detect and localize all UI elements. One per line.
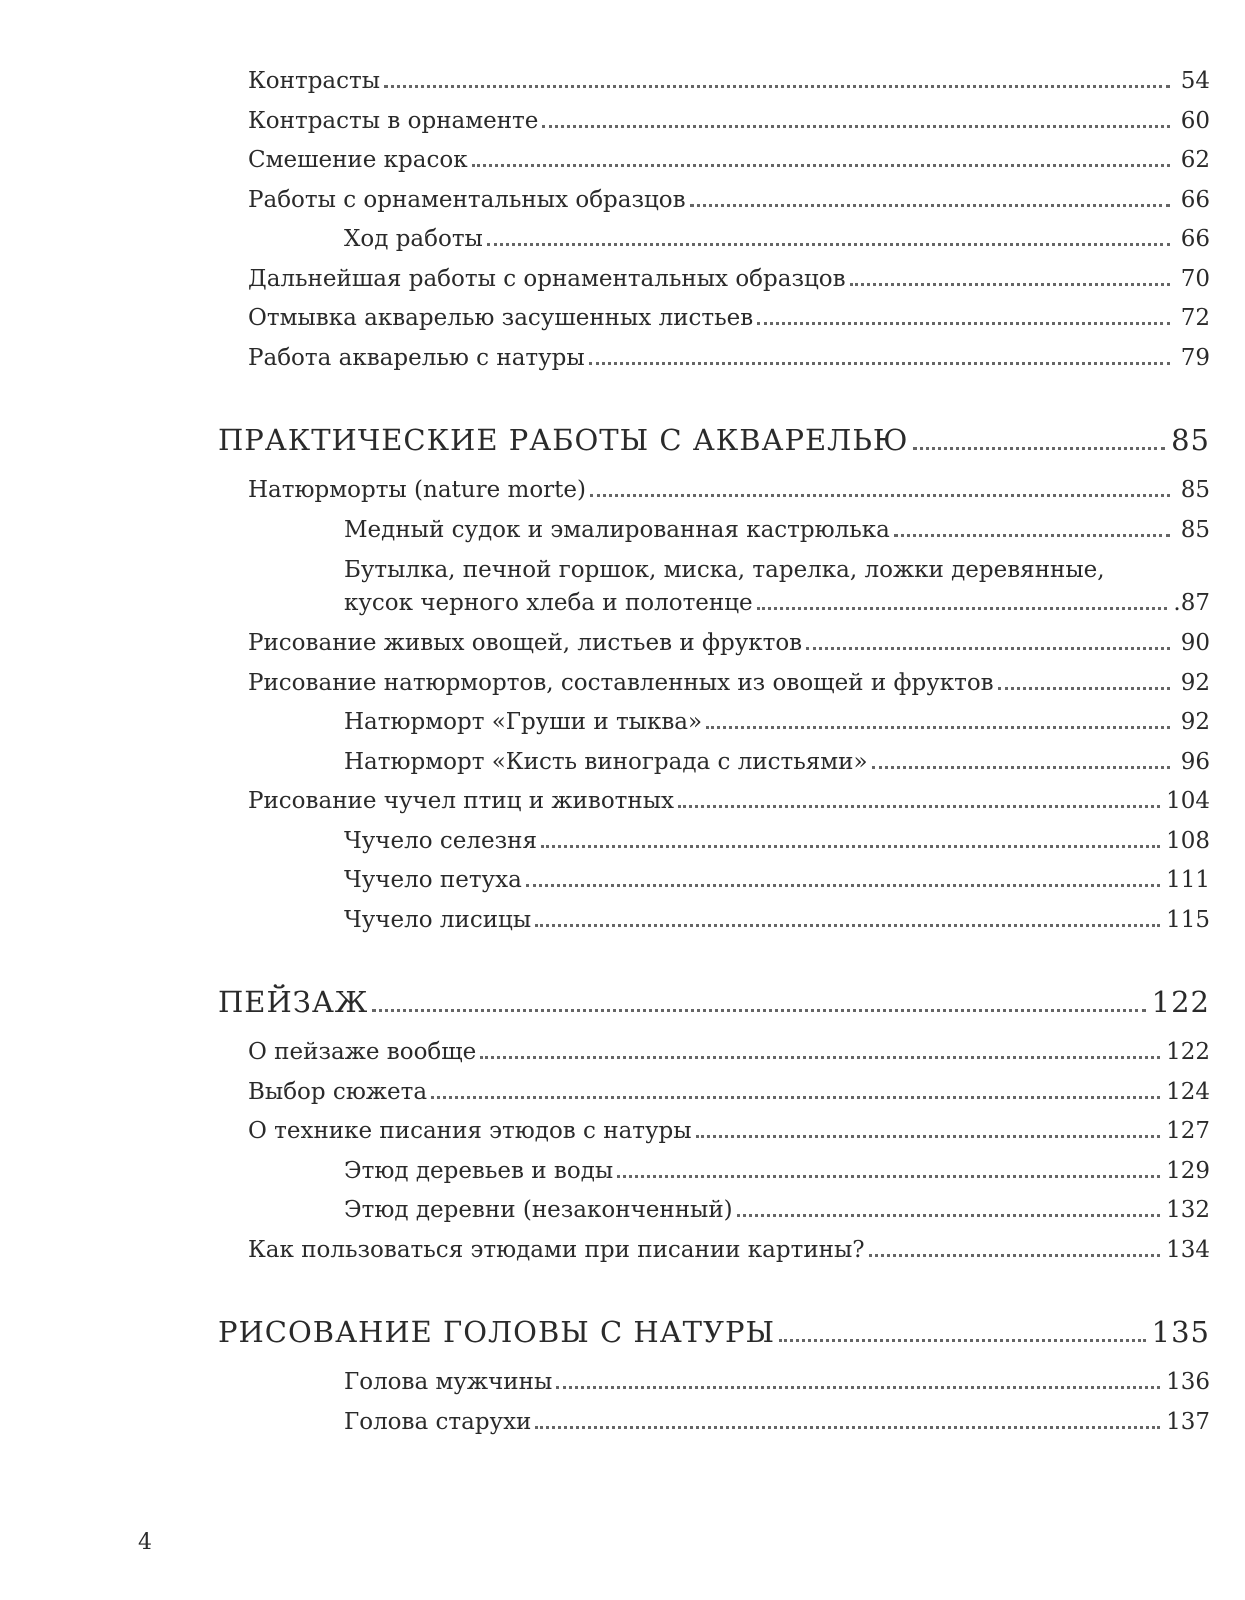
- dot-leader: [431, 1096, 1160, 1099]
- dot-leader: [535, 924, 1160, 927]
- toc-entry: [218, 471, 1210, 511]
- toc-entry-page: 54: [1180, 68, 1210, 94]
- dot-leader: [998, 687, 1170, 690]
- toc-subentry: [218, 703, 1210, 743]
- toc-section-title: РИСОВАНИЕ ГОЛОВЫ С НАТУРЫ: [218, 1315, 776, 1349]
- dot-leader: [556, 1386, 1160, 1389]
- dot-leader: [384, 85, 1170, 88]
- toc-entry-title: Рисование живых овощей, листьев и фруктов: [248, 630, 803, 656]
- toc-entry-page: 129: [1166, 1157, 1210, 1184]
- toc-entry-page: 122: [1151, 985, 1210, 1019]
- toc-entry: [218, 181, 1210, 221]
- toc-entry: [218, 299, 1210, 339]
- toc-entry-title: Голова мужчины: [344, 1369, 553, 1395]
- toc-entry-page: 79: [1180, 344, 1210, 371]
- toc-section-heading: [218, 979, 1210, 1025]
- toc-entry-title: Выбор сюжета: [248, 1078, 428, 1105]
- dot-leader: [850, 283, 1170, 286]
- toc-subentry: [218, 861, 1210, 901]
- toc-entry: [218, 664, 1210, 704]
- toc-entry-title: Смешение красок: [248, 147, 468, 173]
- dot-leader: [894, 534, 1170, 537]
- page-number: 4: [138, 1530, 152, 1555]
- toc-entry: [218, 102, 1210, 142]
- toc-entry-page: 92: [1180, 709, 1210, 735]
- toc-entry-page: .87: [1173, 590, 1210, 616]
- dot-leader: [872, 766, 1170, 769]
- dot-leader: [806, 647, 1170, 650]
- toc-entry-page: 115: [1166, 906, 1210, 933]
- toc-entry: [218, 339, 1210, 379]
- toc-entry-page: 111: [1166, 867, 1210, 893]
- toc-entry: [218, 1073, 1210, 1113]
- toc-entry-title: Этюд деревьев и воды: [344, 1157, 614, 1184]
- toc-entry-title: Контрасты: [248, 68, 381, 94]
- dot-leader: [757, 322, 1170, 325]
- toc-entry: [218, 624, 1210, 664]
- dot-leader: [589, 362, 1170, 365]
- toc-entry-page: 124: [1166, 1078, 1210, 1105]
- toc-entry-page: 132: [1166, 1197, 1210, 1223]
- toc-entry-title: Дальнейшая работы с орнаментальных образцов: [248, 265, 846, 292]
- toc-entry-page: 62: [1180, 147, 1210, 173]
- toc-entry-title: Ход работы: [344, 226, 483, 252]
- toc-entry-title: Отмывка акварелью засушенных листьев: [248, 305, 754, 331]
- toc-subentry: [218, 743, 1210, 783]
- dot-leader: [696, 1135, 1161, 1138]
- toc-entry-title: Чучело лисицы: [344, 906, 532, 933]
- toc-entry-page: 122: [1166, 1039, 1210, 1065]
- toc-entry-page: 136: [1166, 1369, 1210, 1395]
- toc-entry-page: 70: [1180, 265, 1210, 292]
- dot-leader: [590, 494, 1170, 497]
- toc-entry-page: 90: [1180, 630, 1210, 656]
- dot-leader: [617, 1175, 1160, 1178]
- toc-entry-line2: [344, 587, 1210, 624]
- toc-entry-title: Рисование натюрмортов, составленных из овощей и фруктов: [248, 669, 994, 696]
- dot-leader: [487, 243, 1170, 246]
- dot-leader: [869, 1254, 1160, 1257]
- toc-entry-page: 96: [1180, 748, 1210, 775]
- toc-subentry: [218, 1403, 1210, 1443]
- toc-entry-page: 66: [1180, 186, 1210, 213]
- toc-subentry: [218, 220, 1210, 260]
- toc-entry-title: Чучело селезня: [344, 827, 537, 854]
- toc-entry-title: Медный судок и эмалированная кастрюлька: [344, 516, 890, 543]
- toc-entry-title-line2: кусок черного хлеба и полотенце: [344, 590, 753, 616]
- toc-entry-page: 85: [1180, 516, 1210, 543]
- toc-entry-title: Рисование чучел птиц и животных: [248, 788, 674, 814]
- toc-entry: [218, 141, 1210, 181]
- toc-entry-title: Чучело петуха: [344, 867, 522, 893]
- toc-entry-page: 72: [1180, 305, 1210, 331]
- toc-entry-title: Как пользоваться этюдами при писании картины?: [248, 1236, 865, 1263]
- toc-subentry: [218, 1152, 1210, 1192]
- toc-entry-page: 85: [1171, 423, 1210, 457]
- dot-leader: [541, 845, 1160, 848]
- toc-entry-title: О технике писания этюдов с натуры: [248, 1118, 692, 1144]
- toc-entry: [218, 260, 1210, 300]
- toc-entry: [218, 782, 1210, 822]
- toc-section-title: ПЕЙЗАЖ: [218, 985, 369, 1019]
- dot-leader: [757, 607, 1168, 610]
- toc-entry-title: Голова старухи: [344, 1408, 532, 1435]
- toc-entry-page: 92: [1180, 669, 1210, 696]
- toc-entry-title: Работы с орнаментальных образцов: [248, 186, 686, 213]
- toc-entry: [218, 1033, 1210, 1073]
- dot-leader: [737, 1214, 1160, 1217]
- toc-entry-page: 104: [1166, 788, 1210, 814]
- toc-entry: [218, 1231, 1210, 1271]
- toc-entry-title: Натюрморт «Груши и тыква»: [344, 709, 703, 735]
- toc-entry-page: 135: [1151, 1315, 1210, 1349]
- toc-entry-title: Натюрморты (nature morte): [248, 477, 586, 503]
- toc-entry-title: Контрасты в орнаменте: [248, 107, 539, 134]
- dot-leader: [678, 805, 1160, 808]
- toc-subentry: [218, 511, 1210, 551]
- dot-leader: [526, 884, 1160, 887]
- toc-entry-title: Натюрморт «Кисть винограда с листьями»: [344, 748, 868, 775]
- dot-leader: [779, 1339, 1146, 1342]
- toc-entry-title-line1: Бутылка, печной горшок, миска, тарелка, ложки деревянные,: [344, 557, 1105, 583]
- toc-section-heading: [218, 417, 1210, 463]
- toc-entry-page: 108: [1166, 827, 1210, 854]
- toc-section-heading: [218, 1309, 1210, 1355]
- toc-entry-page: 134: [1166, 1236, 1210, 1263]
- toc-entry-page: 60: [1180, 107, 1210, 134]
- toc-entry-page: 66: [1180, 226, 1210, 252]
- toc-entry-title: О пейзаже вообще: [248, 1039, 477, 1065]
- toc-entry-page: 85: [1180, 477, 1210, 503]
- dot-leader: [480, 1056, 1160, 1059]
- dot-leader: [706, 726, 1170, 729]
- toc-subentry: [218, 901, 1210, 941]
- toc-subentry: [218, 1363, 1210, 1403]
- toc-entry: [218, 62, 1210, 102]
- toc-entry-page: 127: [1166, 1118, 1210, 1144]
- toc-entry-page: 137: [1166, 1408, 1210, 1435]
- dot-leader: [542, 125, 1170, 128]
- toc-subentry: [218, 822, 1210, 862]
- toc-section-title: ПРАКТИЧЕСКИЕ РАБОТЫ С АКВАРЕЛЬЮ: [218, 423, 909, 457]
- toc-subentry-multiline: [218, 554, 1210, 624]
- table-of-contents: [218, 62, 1210, 1442]
- toc-subentry: [218, 1191, 1210, 1231]
- toc-entry: [218, 1112, 1210, 1152]
- toc-entry-title: Этюд деревни (незаконченный): [344, 1197, 733, 1223]
- dot-leader: [535, 1426, 1160, 1429]
- dot-leader: [913, 447, 1166, 450]
- toc-entry-title: Работа акварелью с натуры: [248, 344, 585, 371]
- dot-leader: [372, 1009, 1145, 1012]
- dot-leader: [690, 204, 1170, 207]
- dot-leader: [472, 164, 1170, 167]
